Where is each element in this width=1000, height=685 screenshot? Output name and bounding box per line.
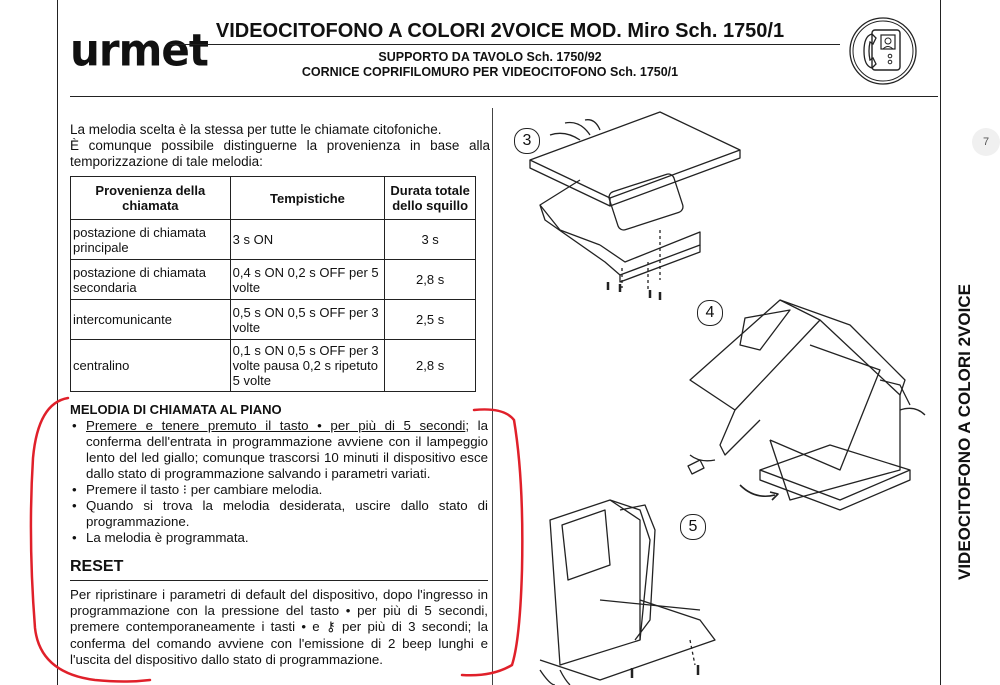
page-number: 7 xyxy=(972,128,1000,156)
list-item: • La melodia è programmata. xyxy=(70,530,488,546)
intro-line-1: La melodia scelta è la stessa per tutte le chiamate citofoniche. xyxy=(70,122,442,137)
cell-tempistiche: 0,5 s ON 0,5 s OFF per 3 volte xyxy=(230,300,385,340)
cell-durata: 2,5 s xyxy=(385,300,476,340)
step-1-underlined: Premere e tenere premuto il tasto • per più di 5 secondi xyxy=(86,418,466,433)
cell-provenienza: intercomunicante xyxy=(71,300,231,340)
subtitle-line-1: SUPPORTO DA TAVOLO Sch. 1750/92 xyxy=(378,50,602,64)
document-title: VIDEOCITOFONO A COLORI 2VOICE MOD. Miro Sch. 1750/1 xyxy=(215,20,785,42)
step-1-rest: ; la conferma dell'entrata in programmazione avviene con il lampeggio lento del led giallo; comunque trascorsi 10 minuti il dispositivo esce dallo stato di programmazione salvando i parametri variati. xyxy=(86,418,488,481)
subtitle-line-2: CORNICE COPRIFILOMURO PER VIDEOCITOFONO Sch. 1750/1 xyxy=(301,65,679,79)
cell-durata: 2,8 s xyxy=(385,340,476,392)
header-durata: Durata totale dello squillo xyxy=(385,177,476,220)
vertical-section-title: VIDEOCITOFONO A COLORI 2VOICE xyxy=(955,284,974,580)
list-item: • Quando si trova la melodia desiderata, uscire dallo stato di programmazione. xyxy=(70,498,488,530)
cell-provenienza: postazione di chiamata principale xyxy=(71,220,231,260)
cell-durata: 3 s xyxy=(385,220,476,260)
header-tempistiche: Tempistiche xyxy=(230,177,385,220)
reset-section-title: RESET xyxy=(70,558,124,575)
urmet-logo: urmet xyxy=(70,24,208,77)
figure-4-label: 4 xyxy=(697,300,723,326)
cell-tempistiche: 0,1 s ON 0,5 s OFF per 3 volte pausa 0,2 s ripetuto 5 volte xyxy=(230,340,385,392)
cell-durata: 2,8 s xyxy=(385,260,476,300)
cell-provenienza: postazione di chiamata secondaria xyxy=(71,260,231,300)
reset-paragraph: Per ripristinare i parametri di default del dispositivo, dopo l'ingresso in programmazione con la pressione del tasto • per più di 5 secondi, premere contemporaneamente i tasti • e ⚷ per più di 3 secondi; la conferma del comando avviene con l'emissione di 2 beep lunghi e l'uscita del dispositivo dallo stato di programmazione. xyxy=(70,587,488,667)
melodia-section-title: MELODIA DI CHIAMATA AL PIANO xyxy=(70,402,282,417)
list-item: • Premere il tasto ⁝ per cambiare melodia. xyxy=(70,482,488,498)
header-provenienza: Provenienza della chiamata xyxy=(71,177,231,220)
cell-tempistiche: 3 s ON xyxy=(230,220,385,260)
figure-5-label: 5 xyxy=(680,514,706,540)
cell-provenienza: centralino xyxy=(71,340,231,392)
intro-line-2: È comunque possibile distinguerne la provenienza in base alla temporizzazione di tale melodia: xyxy=(70,138,490,169)
figure-3-label: 3 xyxy=(514,128,540,154)
cell-tempistiche: 0,4 s ON 0,2 s OFF per 5 volte xyxy=(230,260,385,300)
